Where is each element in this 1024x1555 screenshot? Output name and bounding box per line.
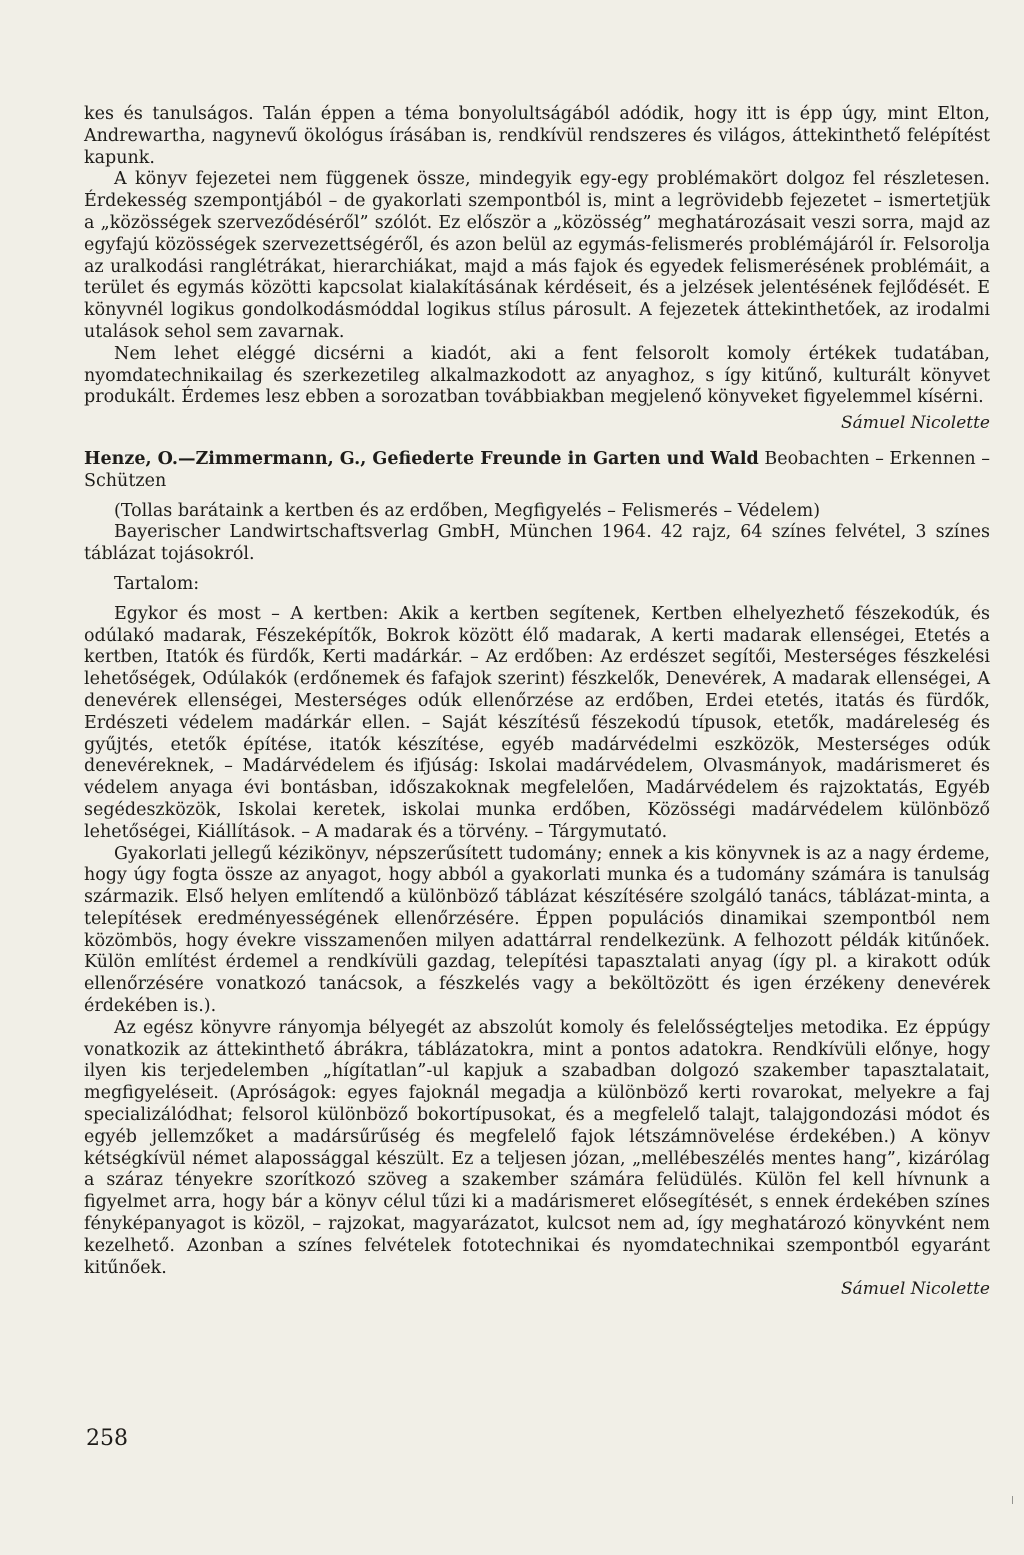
review1-paragraph-3: Nem lehet eléggé dicsérni a kiadót, aki a fent felsorolt komoly értékek tudatában, nyomdatechnikailag és szerkezetileg alkalmazkodott az anyaghoz, s így kitűnő, kulturált könyvet produkált. Érdemes lesz ebben a sorozatban továbbiakban megjelenő könyveket figyelemmel kísérni. (84, 343, 990, 408)
scan-mark (1012, 1496, 1013, 1504)
review1-paragraph-2: A könyv fejezetei nem függenek össze, mindegyik egy-egy problémakört dolgoz fel részletesen. Érdekesség szempontjából – de gyakorlati szempontból is, mint a legrövidebb fejezetet – ismertetjük a „közösségek szerveződéséről” szólót. Ez először a „közösség” meghatározásait veszi sorra, majd az egyfajú közösségek szervezettségéről, és azon belül az egymás-felismerés problémájáról ír. Felsorolja az uralkodási ranglétrákat, hierarchiákat, majd a más fajok és egyedek felismerésének problémáit, a terület és egymás közötti kapcsolat kialakításának kérdéseit, és a jelzések jelentésének fejlődését. E könyvnél logikus gondolkodásmóddal logikus stílus párosult. A fejezetek áttekinthetőek, az irodalmi utalások sehol sem zavarnak. (84, 169, 990, 342)
text-column (84, 104, 990, 1301)
review1-signature: Sámuel Nicolette (840, 413, 990, 434)
book-subtitle: Beobachten – Erkennen – Schützen (84, 448, 990, 491)
book-title: Henze, O.—Zimmermann, G., Gefiederte Freunde in Garten und Wald (84, 448, 759, 469)
review2-heading (84, 449, 990, 493)
book-publisher: Bayerischer Landwirtschaftsverlag GmbH, München 1964. 42 rajz, 64 színes felvétel, 3 színes táblázat tojásokról. (84, 522, 990, 565)
review1-paragraph-1: kes és tanulságos. Talán éppen a téma bonyolultságából adódik, hogy itt is épp úgy, mint Elton, Andrewartha, nagynevű ökológus írásában is, rendkívül rendszeres és világos, áttekinthető felépítést kapunk. (84, 104, 990, 168)
contents-label: Tartalom: (114, 573, 200, 594)
review2-paragraph-practical: Gyakorlati jellegű kézikönyv, népszerűsített tudomány; ennek a kis könyvnek is az a nagy érdeme, hogy úgy fogta össze az anyagot, hogy abból a gyakorlati munka és a tudomány számára is tanulság származik. Első helyen említendő a különböző táblázat készítésére szolgáló tanács, táblázat-minta, a telepítések eredményességének ellenőrzésére. Éppen populációs dinamikai szempontból nem közömbös, hogy évekre visszamenően milyen adattárral rendelkezünk. A felhozott példák kitűnőek. Külön említést érdemel a rendkívüli gazdag, telepítési tapasztalati anyag (így pl. a kirakott odúk ellenőrzésére vonatkozó tanácsok, a fészkelés vagy a beköltözött és igen érzékeny denevérek érdekében is.). (84, 843, 990, 1017)
review2-signature: Sámuel Nicolette (840, 1279, 990, 1300)
page-number: 258 (86, 1426, 128, 1451)
book-translation: (Tollas barátaink a kertben és az erdőben, Megfigyelés – Felismerés – Védelem) (114, 500, 821, 521)
review2-paragraph-whole: Az egész könyvre rányomja bélyegét az abszolút komoly és felelősségteljes metodika. Ez éppúgy vonatkozik az áttekinthető ábrákra, táblázatokra, mint a pontos adatokra. Rendkívüli előnye, hogy ilyen kis terjedelemben „hígítatlan”-ul kapjuk a szabadban dolgozó szakember tapasztalatait, megfigyeléseit. (Apróságok: egyes fajoknál megadja a különböző kerti rovarokat, melyekre a faj specializálódhat; felsorol különböző bokortípusokat, és a megfelelő talajt, talajgondozási módot és egyéb jellemzőket a madársűrűség és megfelelő fajok létszámnövelése érdekében.) A könyv kétségkívül német alapossággal készült. Ez a teljesen józan, „mellébeszélés mentes hang”, kizárólag a száraz tényekre szorítkozó szöveg a szakember számára felüdülés. Külön fel kell hívnunk a figyelmet arra, hogy bár a könyv célul tűzi ki a madárismeret elősegítését, s ennek érdekében színes fényképanyagot is közöl, – rajzokat, magyarázatot, kulcsot nem ad, így meghatározó könyvként nem kezelhető. Azonban a színes felvételek fototechnikai és nyomdatechnikai szempontból egyaránt kitűnőek. (84, 1017, 990, 1278)
contents-list: Egykor és most – A kertben: Akik a kertben segítenek, Kertben elhelyezhető fészekodúk, és odúlakó madarak, Fészeképítők, Bokrok között élő madarak, A kerti madarak ellenségei, Etetés a kertben, Itatók és fürdők, Kerti madárkár. – Az erdőben: Az erdészet segítői, Mesterséges fészkelési lehetőségek, Odúlakók (erdőnemek és fafajok szerint) fészkelők, Denevérek, A madarak ellenségei, A denevérek ellenségei, Mesterséges odúk ellenőrzése az erdőben, Erdei etetés, itatás és fürdők, Erdészeti védelem madárkár ellen. – Saját készítésű fészekodú típusok, etetők, madáreleség és gyűjtés, etetők építése, itatók készítése, egyéb madárvédelmi eszközök, Mesterséges odúk denevéreknek, – Madárvédelem és ifjúság: Iskolai madárvédelem, Olvasmányok, madárismeret és védelem anyaga évi bontásban, időszakoknak megfelelően, Madárvédelem és rajzoktatás, Egyéb segédeszközök, Iskolai keretek, iskolai munka erdőben, Közösségi madárvédelem különböző lehetőségei, Kiállítások. – A madarak és a törvény. – Tárgymutató. (84, 603, 990, 842)
